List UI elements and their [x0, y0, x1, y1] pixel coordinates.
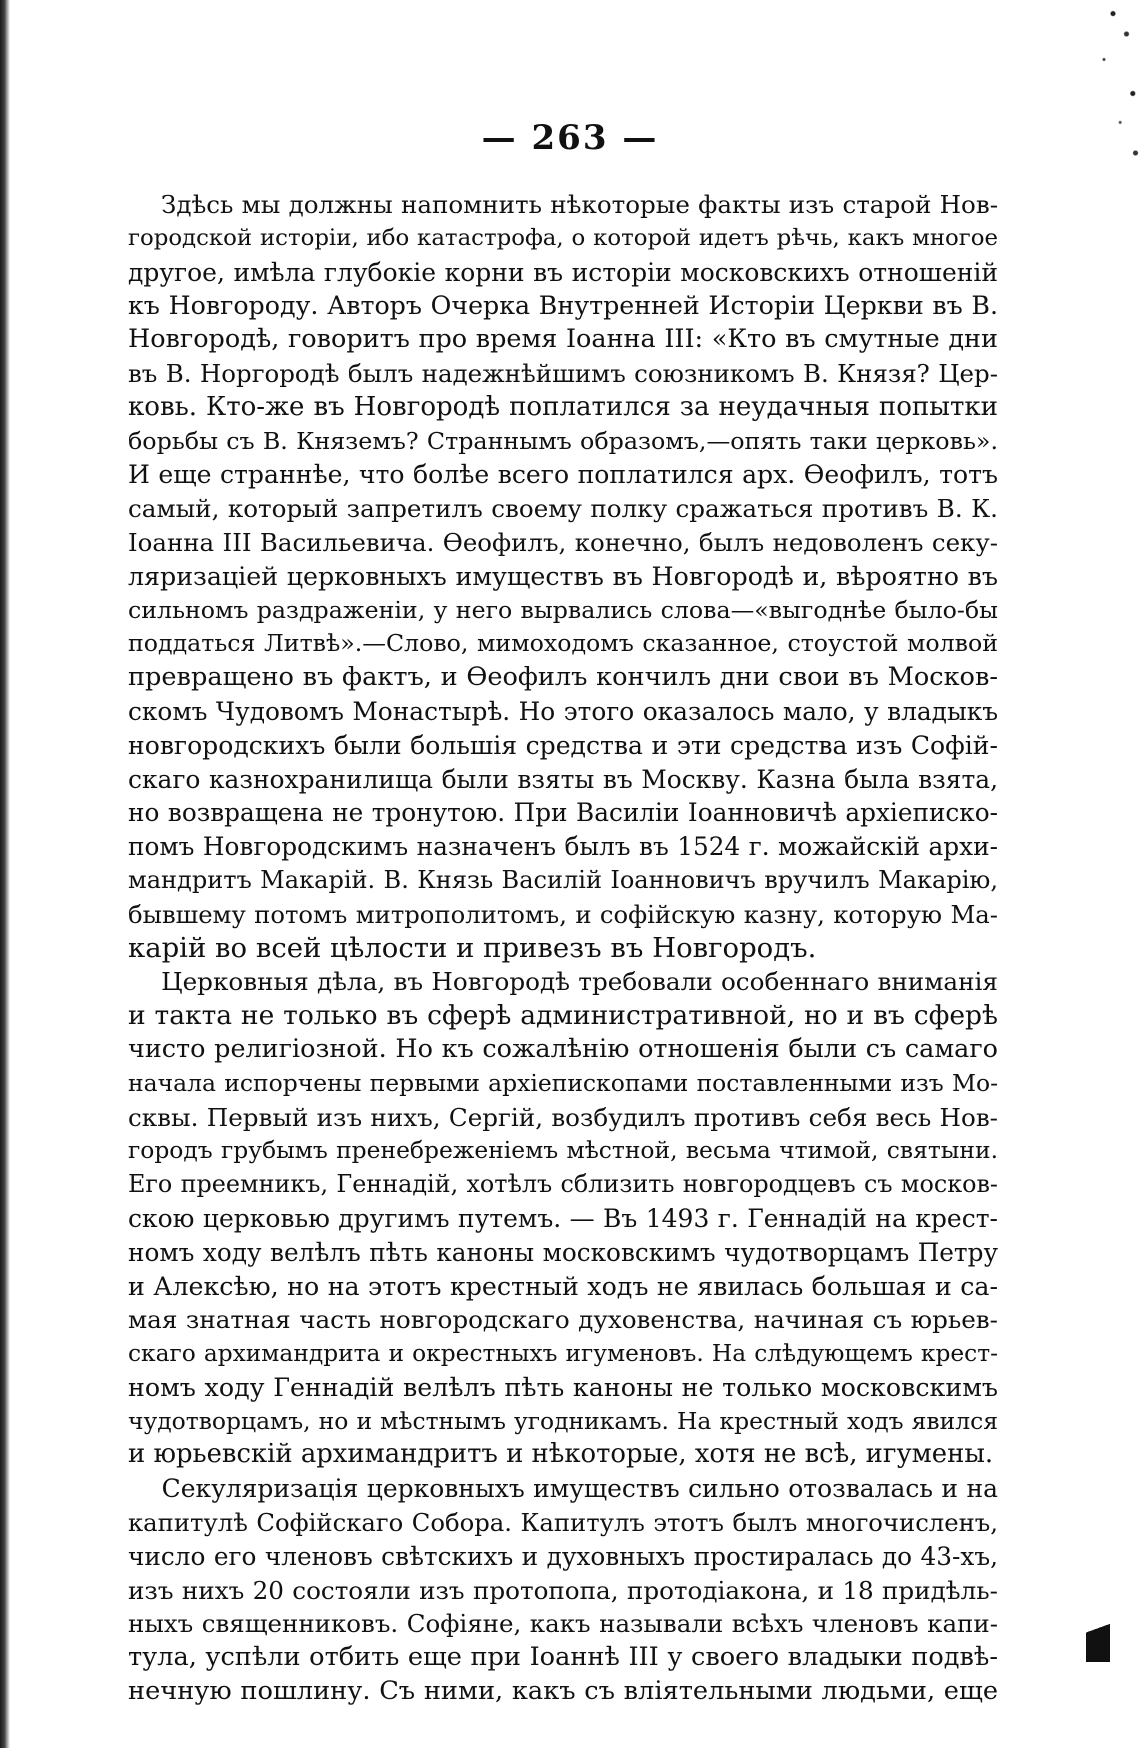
text-line: къ Новгороду. Авторъ Очерка Внутренней Исторіи Церкви въ В.: [128, 291, 998, 321]
text-line: въ В. Норгородѣ былъ надежнѣйшимъ союзникомъ В. Князя? Цер-: [128, 358, 998, 388]
text-line: начала испорчены первыми архіепископами поставленными изъ Мо-: [128, 1068, 998, 1097]
page-binding-shadow: [0, 0, 10, 1748]
scan-corner-mark: [1086, 1612, 1110, 1662]
text-line: изъ нихъ 20 состояли изъ протопопа, протодіакона, и 18 придѣль-: [128, 1575, 998, 1605]
text-line-paragraph-end: карій во всей цѣлости и привезъ въ Новгородъ.: [128, 931, 817, 964]
text-line: борьбы съ В. Княземъ? Страннымъ образомъ,—опять таки церковь».: [128, 426, 998, 455]
text-line: и такта не только въ сферѣ административной, но и въ сферѣ: [128, 1000, 998, 1032]
text-line: Новгородѣ, говоритъ про время Іоанна III: «Кто въ смутные дни: [128, 324, 998, 355]
text-line-paragraph-end: и юрьевскій архимандритъ и нѣкоторые, хотя не всѣ, игумены.: [128, 1439, 994, 1470]
text-line: нечную пошлину. Съ ними, какъ съ вліятельными людьми, еще: [128, 1676, 998, 1707]
text-line: превращено въ фактъ, и Ѳеофилъ кончилъ дни свои въ Москов-: [128, 662, 998, 693]
text-line: и Алексѣю, но на этотъ крестный ходъ не явилась большая и са-: [128, 1271, 998, 1301]
text-line: номъ ходу Геннадій велѣлъ пѣть каноны не только московскимъ: [128, 1371, 998, 1402]
text-line: Церковныя дѣла, въ Новгородѣ требовали особеннаго вниманія: [128, 967, 998, 997]
body-text: [128, 188, 998, 1709]
text-line: помъ Новгородскимъ назначенъ былъ въ 1524 г. можайскій архи-: [128, 832, 998, 862]
text-line: капитулѣ Софійскаго Собора. Капитулъ этотъ былъ многочисленъ,: [128, 1508, 998, 1538]
text-line: самый, который запретилъ своему полку сражаться противъ В. К.: [128, 494, 998, 524]
text-line: тула, успѣли отбить еще при Іоаннѣ III у своего владыки подвѣ-: [128, 1642, 998, 1673]
text-line: номъ ходу велѣлъ пѣть каноны московскимъ чудотворцамъ Петру: [128, 1237, 998, 1267]
text-line: Здѣсь мы должны напомнить нѣкоторые факты изъ старой Нов-: [128, 190, 998, 219]
text-line: И еще страннѣе, что болѣе всего поплатился арх. Ѳеофилъ, тотъ: [128, 460, 998, 490]
page-number: — 263 —: [481, 118, 659, 158]
text-line: Секуляризація церковныхъ имуществъ сильно отозвалась и на: [128, 1474, 998, 1504]
text-line: новгородскихъ были большія средства и эти средства изъ Софій-: [128, 730, 998, 760]
text-line: чисто религіозной. Но къ сожалѣнію отношенія были съ самаго: [128, 1033, 998, 1064]
text-line: городъ грубымъ пренебреженіемъ мѣстной, весьма чтимой, святыни.: [128, 1136, 998, 1165]
text-line: бывшему потомъ митрополитомъ, и софійскую казну, которую Ма-: [128, 899, 998, 929]
text-line: сильномъ раздраженіи, у него вырвались слова—«выгоднѣе было-бы: [128, 595, 998, 624]
text-line: поддаться Литвѣ».—Слово, мимоходомъ сказанное, стоустой молвой: [128, 629, 998, 658]
text-line: число его членовъ свѣтскихъ и духовныхъ простиралась до 43-хъ,: [128, 1541, 998, 1571]
text-line: ляризаціей церковныхъ имуществъ въ Новгородѣ и, вѣроятно въ: [128, 561, 998, 591]
text-line: скомъ Чудовомъ Монастырѣ. Но этого оказалось мало, у владыкъ: [128, 696, 998, 726]
text-line: мая знатная часть новгородскаго духовенства, начиная съ юрьев-: [128, 1305, 998, 1335]
text-line: другое, имѣла глубокіе корни въ исторіи московскихъ отношеній: [128, 257, 998, 287]
text-line: скою церковью другимъ путемъ. — Въ 1493 г. Геннадій на крест-: [128, 1203, 998, 1233]
text-line: но возвращена не тронутою. При Василіи Іоанновичѣ архіеписко-: [128, 798, 998, 828]
text-line: Его преемникъ, Геннадій, хотѣлъ сблизить новгородцевъ съ москов-: [128, 1170, 998, 1199]
text-line: мандритъ Макарій. В. Князь Василій Іоанновичъ вручилъ Макарію,: [128, 865, 998, 894]
text-line: чудотворцамъ, но и мѣстнымъ угодникамъ. На крестный ходъ явился: [128, 1406, 998, 1435]
text-line: скаго архимандрита и окрестныхъ игуменовъ. На слѣдующемъ крест-: [128, 1340, 998, 1368]
text-line: Іоанна III Васильевича. Ѳеофилъ, конечно, былъ недоволенъ секу-: [128, 527, 998, 557]
text-line: городской исторіи, ибо катастрофа, о которой идетъ рѣчь, какъ многое: [128, 224, 998, 251]
text-line: ныхъ священниковъ. Софіяне, какъ называли всѣхъ членовъ капи-: [128, 1609, 998, 1639]
text-line: сквы. Первый изъ нихъ, Сергій, возбудилъ противъ себя весь Нов-: [128, 1102, 998, 1132]
text-line: скаго казнохранилища были взяты въ Москву. Казна была взята,: [128, 764, 998, 794]
text-line: ковь. Кто-же въ Новгородѣ поплатился за неудачныя попытки: [128, 391, 998, 422]
